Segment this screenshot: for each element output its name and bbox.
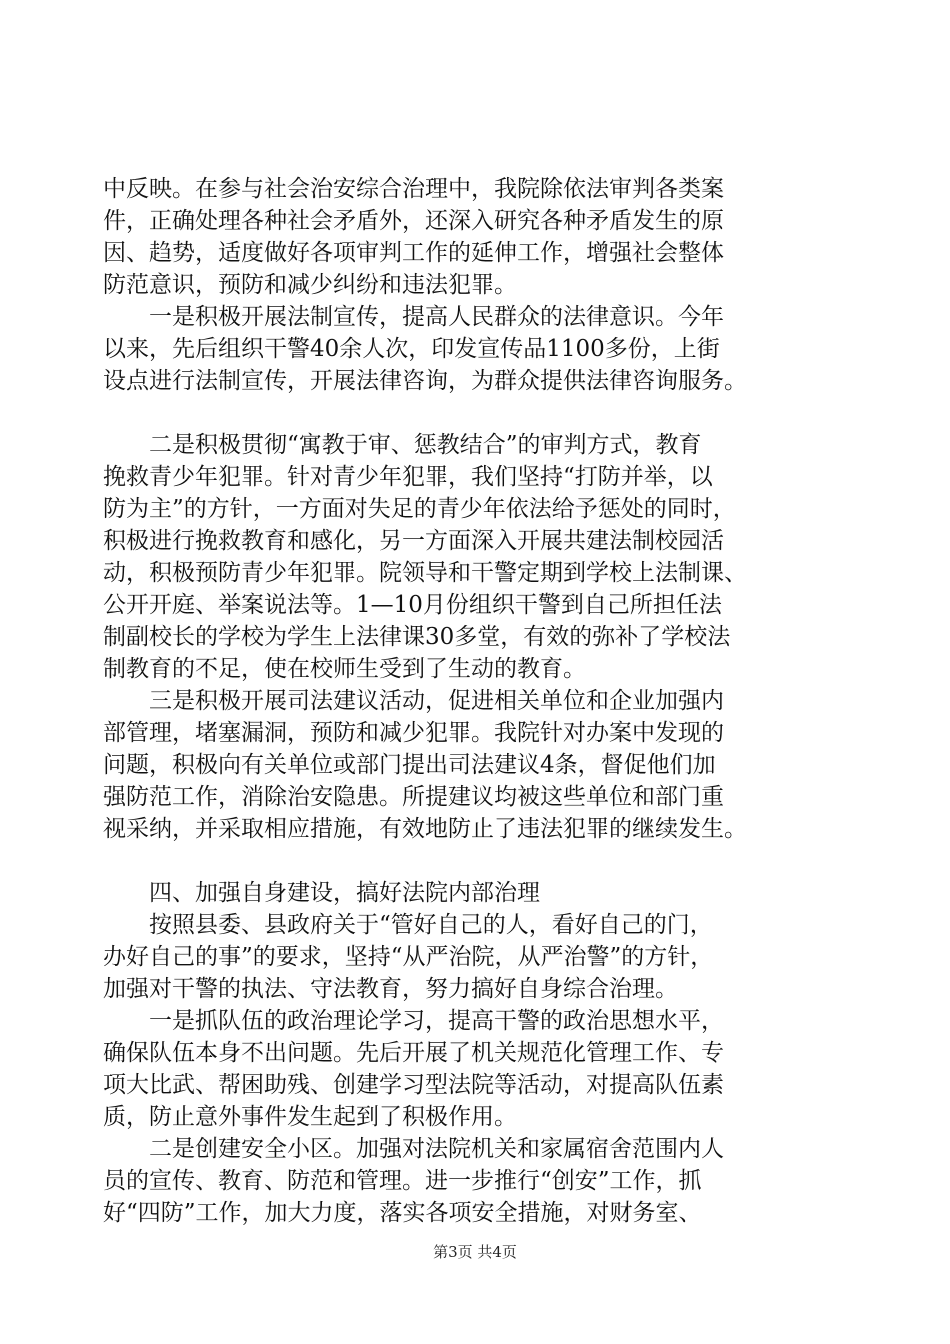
body-line: 好“四防”工作，加大力度，落实各项安全措施，对财务室、 [103, 1200, 702, 1226]
body-line: 件，正确处理各种社会矛盾外，还深入研究各种矛盾发生的原 [103, 208, 724, 234]
body-line: 防为主”的方针，一方面对失足的青少年依法给予惩处的同时， [103, 496, 736, 522]
body-line: 挽救青少年犯罪。针对青少年犯罪，我们坚持“打防并举，以 [103, 464, 713, 490]
body-line: 问题，积极向有关单位或部门提出司法建议4条，督促他们加 [103, 752, 716, 778]
body-line: 公开开庭、举案说法等。1—10月份组织干警到自己所担任法 [103, 592, 722, 618]
body-line: 项大比武、帮困助残、创建学习型法院等活动，对提高队伍素 [103, 1072, 724, 1098]
body-line: 员的宣传、教育、防范和管理。进一步推行“创安”工作，抓 [103, 1168, 702, 1194]
body-line: 质，防止意外事件发生起到了积极作用。 [103, 1104, 517, 1130]
body-line: 防范意识，预防和减少纠纷和违法犯罪。 [103, 272, 517, 298]
body-line: 二是积极贯彻“寓教于审、惩教结合”的审判方式，教育 [149, 432, 702, 458]
body-line: 一是抓队伍的政治理论学习，提高干警的政治思想水平， [149, 1008, 724, 1034]
body-line: 部管理，堵塞漏洞，预防和减少犯罪。我院针对办案中发现的 [103, 720, 724, 746]
body-line: 积极进行挽救教育和感化，另一方面深入开展共建法制校园活 [103, 528, 724, 554]
section-heading: 四、加强自身建设，搞好法院内部治理 [149, 880, 540, 906]
body-line: 因、趋势，适度做好各项审判工作的延伸工作，增强社会整体 [103, 240, 724, 266]
body-line: 制教育的不足，使在校师生受到了生动的教育。 [103, 656, 586, 682]
body-line: 二是创建安全小区。加强对法院机关和家属宿舍范围内人 [149, 1136, 724, 1162]
body-line: 以来，先后组织干警40余人次，印发宣传品1100多份，上街 [103, 336, 720, 362]
page-number-footer: 第3页 共4页 [433, 1243, 517, 1261]
body-line: 办好自己的事”的要求，坚持“从严治院，从严治警”的方针， [103, 944, 714, 970]
body-line: 三是积极开展司法建议活动，促进相关单位和企业加强内 [149, 688, 724, 714]
body-line: 按照县委、县政府关于“管好自己的人，看好自己的门， [149, 912, 713, 938]
body-line: 中反映。在参与社会治安综合治理中，我院除依法审判各类案 [103, 176, 724, 202]
body-line: 制副校长的学校为学生上法律课30多堂，有效的弥补了学校法 [103, 624, 731, 650]
body-line: 一是积极开展法制宣传，提高人民群众的法律意识。今年 [149, 304, 724, 330]
body-line: 确保队伍本身不出问题。先后开展了机关规范化管理工作、专 [103, 1040, 724, 1066]
body-line: 设点进行法制宣传，开展法律咨询，为群众提供法律咨询服务。 [103, 368, 747, 394]
body-line: 加强对干警的执法、守法教育，努力搞好自身综合治理。 [103, 976, 678, 1002]
body-line: 强防范工作，消除治安隐患。所提建议均被这些单位和部门重 [103, 784, 724, 810]
body-line: 视采纳，并采取相应措施，有效地防止了违法犯罪的继续发生。 [103, 816, 747, 842]
body-line: 动，积极预防青少年犯罪。院领导和干警定期到学校上法制课、 [103, 560, 747, 586]
